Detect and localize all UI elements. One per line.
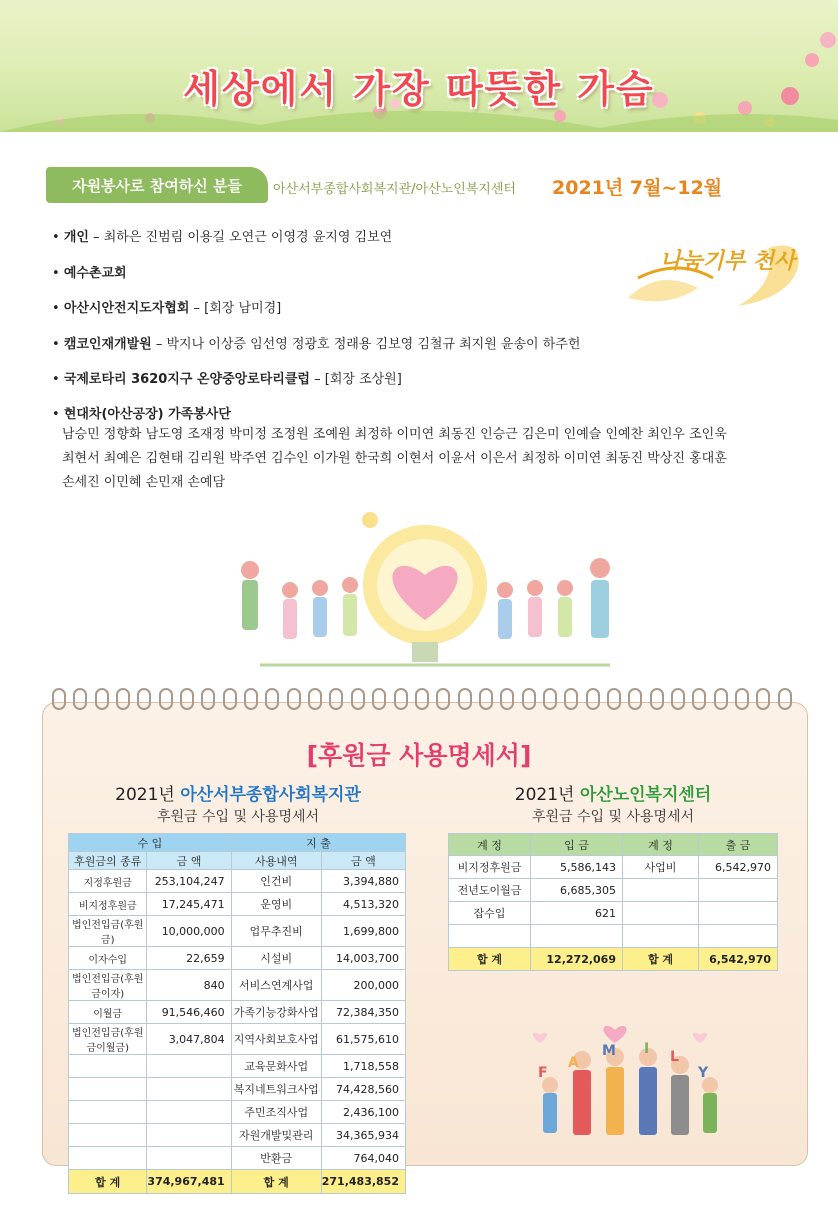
header-banner — [0, 0, 838, 132]
table-row — [69, 893, 406, 916]
column-header: 금 액 — [321, 852, 405, 870]
volunteer-names: – [회장 조상원] — [309, 372, 402, 387]
table-cell — [147, 1147, 231, 1170]
west-welfare-table — [68, 833, 406, 1194]
table-cell — [69, 1078, 147, 1101]
table-cell — [699, 879, 778, 902]
table-cell — [623, 902, 699, 925]
table-row — [69, 1147, 406, 1170]
binder-rings — [52, 688, 792, 712]
table-cell: 17,245,471 — [147, 893, 231, 916]
volunteer-group: 국제로타리 3620지구 온양중앙로타리클럽 — [63, 372, 310, 387]
table-cell — [69, 1055, 147, 1078]
table-cell: 840 — [147, 970, 231, 1001]
left-caption: 후원금 수입 및 사용명세서 — [156, 809, 320, 825]
table-cell: 업무추진비 — [231, 916, 321, 947]
volunteer-group: 예수촌교회 — [63, 266, 127, 281]
table-cell — [69, 1124, 147, 1147]
table-cell — [623, 879, 699, 902]
table-cell — [147, 1124, 231, 1147]
names-line: 남승민 정향화 남도영 조재정 박미정 조정원 조예원 최정하 이미연 최동진 인승근 김은미 인예슬 인예찬 최인우 조인욱 — [62, 427, 727, 442]
table-row — [69, 1024, 406, 1055]
family-letter: M — [602, 1043, 616, 1059]
table-row — [449, 856, 778, 879]
table-cell: 이월금 — [69, 1001, 147, 1024]
left-org-heading: 2021년 아산서부종합사회복지관 — [115, 785, 361, 805]
table-cell: 잡수입 — [449, 902, 531, 925]
table-cell: 주민조직사업 — [231, 1101, 321, 1124]
table-cell — [147, 1055, 231, 1078]
total-row: 합 계 12,272,069 합 계 6,542,970 — [449, 948, 778, 971]
table-cell: 이자수입 — [69, 947, 147, 970]
table-cell: 91,546,460 — [147, 1001, 231, 1024]
table-cell: 6,542,970 — [699, 856, 778, 879]
table-cell: 5,586,143 — [531, 856, 623, 879]
table-row — [69, 1124, 406, 1147]
table-row — [449, 925, 778, 948]
volunteer-names: – [회장 남미경] — [189, 301, 282, 316]
family-letter: I — [644, 1041, 650, 1057]
volunteer-item: • 아산시안전지도자협회 – [회장 남미경] — [52, 301, 282, 316]
column-header: 사용내역 — [231, 852, 321, 870]
table-cell: 200,000 — [321, 970, 405, 1001]
column-header: 계 정 — [449, 834, 531, 856]
table-row — [449, 879, 778, 902]
table-cell: 72,384,350 — [321, 1001, 405, 1024]
volunteer-group: 아산시안전지도자협회 — [63, 301, 190, 316]
table-cell: 2,436,100 — [321, 1101, 405, 1124]
organization-name: 아산서부종합사회복지관/아산노인복지센터 — [273, 182, 516, 197]
income-header: 수 입 — [69, 834, 232, 852]
expense-header: 지 출 — [231, 834, 405, 852]
volunteer-names: – 최하은 진범림 이용길 오연근 이영경 윤지영 김보연 — [88, 230, 393, 245]
table-cell: 법인전입금(후원금) — [69, 916, 147, 947]
names-line: 최현서 최예은 김현태 김리원 박주연 김수인 이가원 한국희 이현서 이윤서 이은서 최정하 이미연 최동진 박상진 홍대훈 — [62, 451, 727, 466]
volunteer-item: • 예수촌교회 — [52, 266, 127, 281]
table-cell: 시설비 — [231, 947, 321, 970]
table-cell — [699, 902, 778, 925]
right-caption: 후원금 수입 및 사용명세서 — [531, 809, 695, 825]
family-illustration — [520, 1015, 730, 1145]
column-header: 계 정 — [623, 834, 699, 856]
volunteer-item: • 개인 – 최하은 진범림 이용길 오연근 이영경 윤지영 김보연 — [52, 230, 393, 245]
table-cell: 22,659 — [147, 947, 231, 970]
column-header: 금 액 — [147, 852, 231, 870]
table-row — [69, 1001, 406, 1024]
table-cell: 14,003,700 — [321, 947, 405, 970]
table-cell: 교육문화사업 — [231, 1055, 321, 1078]
table-cell: 법인전입금(후원금이월금) — [69, 1024, 147, 1055]
table-cell — [69, 1147, 147, 1170]
table-cell: 1,699,800 — [321, 916, 405, 947]
volunteer-group: 캠코인재개발원 — [63, 337, 152, 352]
table-cell: 비지정후원금 — [449, 856, 531, 879]
table-cell — [147, 1078, 231, 1101]
family-letter: A — [568, 1055, 579, 1071]
table-cell: 74,428,560 — [321, 1078, 405, 1101]
table-row — [69, 1055, 406, 1078]
total-row: 합 계 374,967,481 합 계 271,483,852 — [69, 1170, 406, 1194]
family-letter: L — [670, 1049, 679, 1065]
table-cell: 서비스연계사업 — [231, 970, 321, 1001]
left-org-name: 아산서부종합사회복지관 — [180, 785, 361, 805]
table-cell: 사업비 — [623, 856, 699, 879]
table-cell: 지역사회보호사업 — [231, 1024, 321, 1055]
right-org-name: 아산노인복지센터 — [579, 785, 712, 805]
table-cell — [699, 925, 778, 948]
senior-center-table — [448, 833, 778, 971]
table-cell: 지정후원금 — [69, 870, 147, 893]
family-letter: Y — [698, 1065, 709, 1081]
column-header: 후원금의 종류 — [69, 852, 147, 870]
volunteer-tag: 자원봉사로 참여하신 분들 — [46, 167, 268, 203]
angel-text: 나눔기부 천사 — [660, 249, 796, 274]
table-row — [69, 1078, 406, 1101]
table-cell — [531, 925, 623, 948]
volunteer-names: – 박지나 이상증 임선영 정광호 정래용 김보영 김철규 최지원 윤송이 하주헌 — [151, 337, 581, 352]
volunteer-item: • 현대차(아산공장) 가족봉사단 — [52, 407, 231, 422]
lightbulb-illustration — [220, 510, 630, 670]
right-org-heading: 2021년 아산노인복지센터 — [514, 785, 712, 805]
table-cell: 자원개발및관리 — [231, 1124, 321, 1147]
table-cell — [147, 1101, 231, 1124]
table-cell: 61,575,610 — [321, 1024, 405, 1055]
column-header: 출 금 — [699, 834, 778, 856]
period-label: 2021년 7월~12월 — [552, 177, 723, 199]
table-cell: 운영비 — [231, 893, 321, 916]
family-names — [62, 423, 802, 495]
table-cell: 6,685,305 — [531, 879, 623, 902]
names-line: 손세진 이민혜 손민재 손예담 — [62, 475, 226, 490]
table-cell: 10,000,000 — [147, 916, 231, 947]
table-cell: 3,394,880 — [321, 870, 405, 893]
volunteer-group: 현대차(아산공장) 가족봉사단 — [63, 407, 231, 422]
family-letter: F — [538, 1065, 548, 1081]
table-row — [449, 902, 778, 925]
volunteer-group: 개인 — [63, 230, 89, 245]
table-cell: 인건비 — [231, 870, 321, 893]
table-cell: 법인전입금(후원금이자) — [69, 970, 147, 1001]
volunteer-item: • 국제로타리 3620지구 온양중앙로타리클럽 – [회장 조상원] — [52, 372, 402, 387]
table-row — [69, 916, 406, 947]
table-row — [69, 1101, 406, 1124]
table-cell — [623, 925, 699, 948]
panel-title: [후원금 사용명세서] — [306, 741, 532, 770]
table-cell: 비지정후원금 — [69, 893, 147, 916]
table-cell: 전년도이월금 — [449, 879, 531, 902]
page-title: 세상에서 가장 따뜻한 가슴 — [183, 67, 655, 111]
table-cell: 621 — [531, 902, 623, 925]
table-cell: 3,047,804 — [147, 1024, 231, 1055]
volunteer-item: • 캠코인재개발원 – 박지나 이상증 임선영 정광호 정래용 김보영 김철규 최지원 윤송이 하주헌 — [52, 337, 581, 352]
column-header: 입 금 — [531, 834, 623, 856]
table-row — [69, 947, 406, 970]
table-cell: 가족기능강화사업 — [231, 1001, 321, 1024]
table-cell: 4,513,320 — [321, 893, 405, 916]
table-cell — [449, 925, 531, 948]
table-cell: 복지네트워크사업 — [231, 1078, 321, 1101]
table-cell: 253,104,247 — [147, 870, 231, 893]
table-cell: 1,718,558 — [321, 1055, 405, 1078]
table-cell: 반환금 — [231, 1147, 321, 1170]
table-cell: 764,040 — [321, 1147, 405, 1170]
table-row — [69, 870, 406, 893]
table-cell — [69, 1101, 147, 1124]
table-row — [69, 970, 406, 1001]
table-cell: 34,365,934 — [321, 1124, 405, 1147]
